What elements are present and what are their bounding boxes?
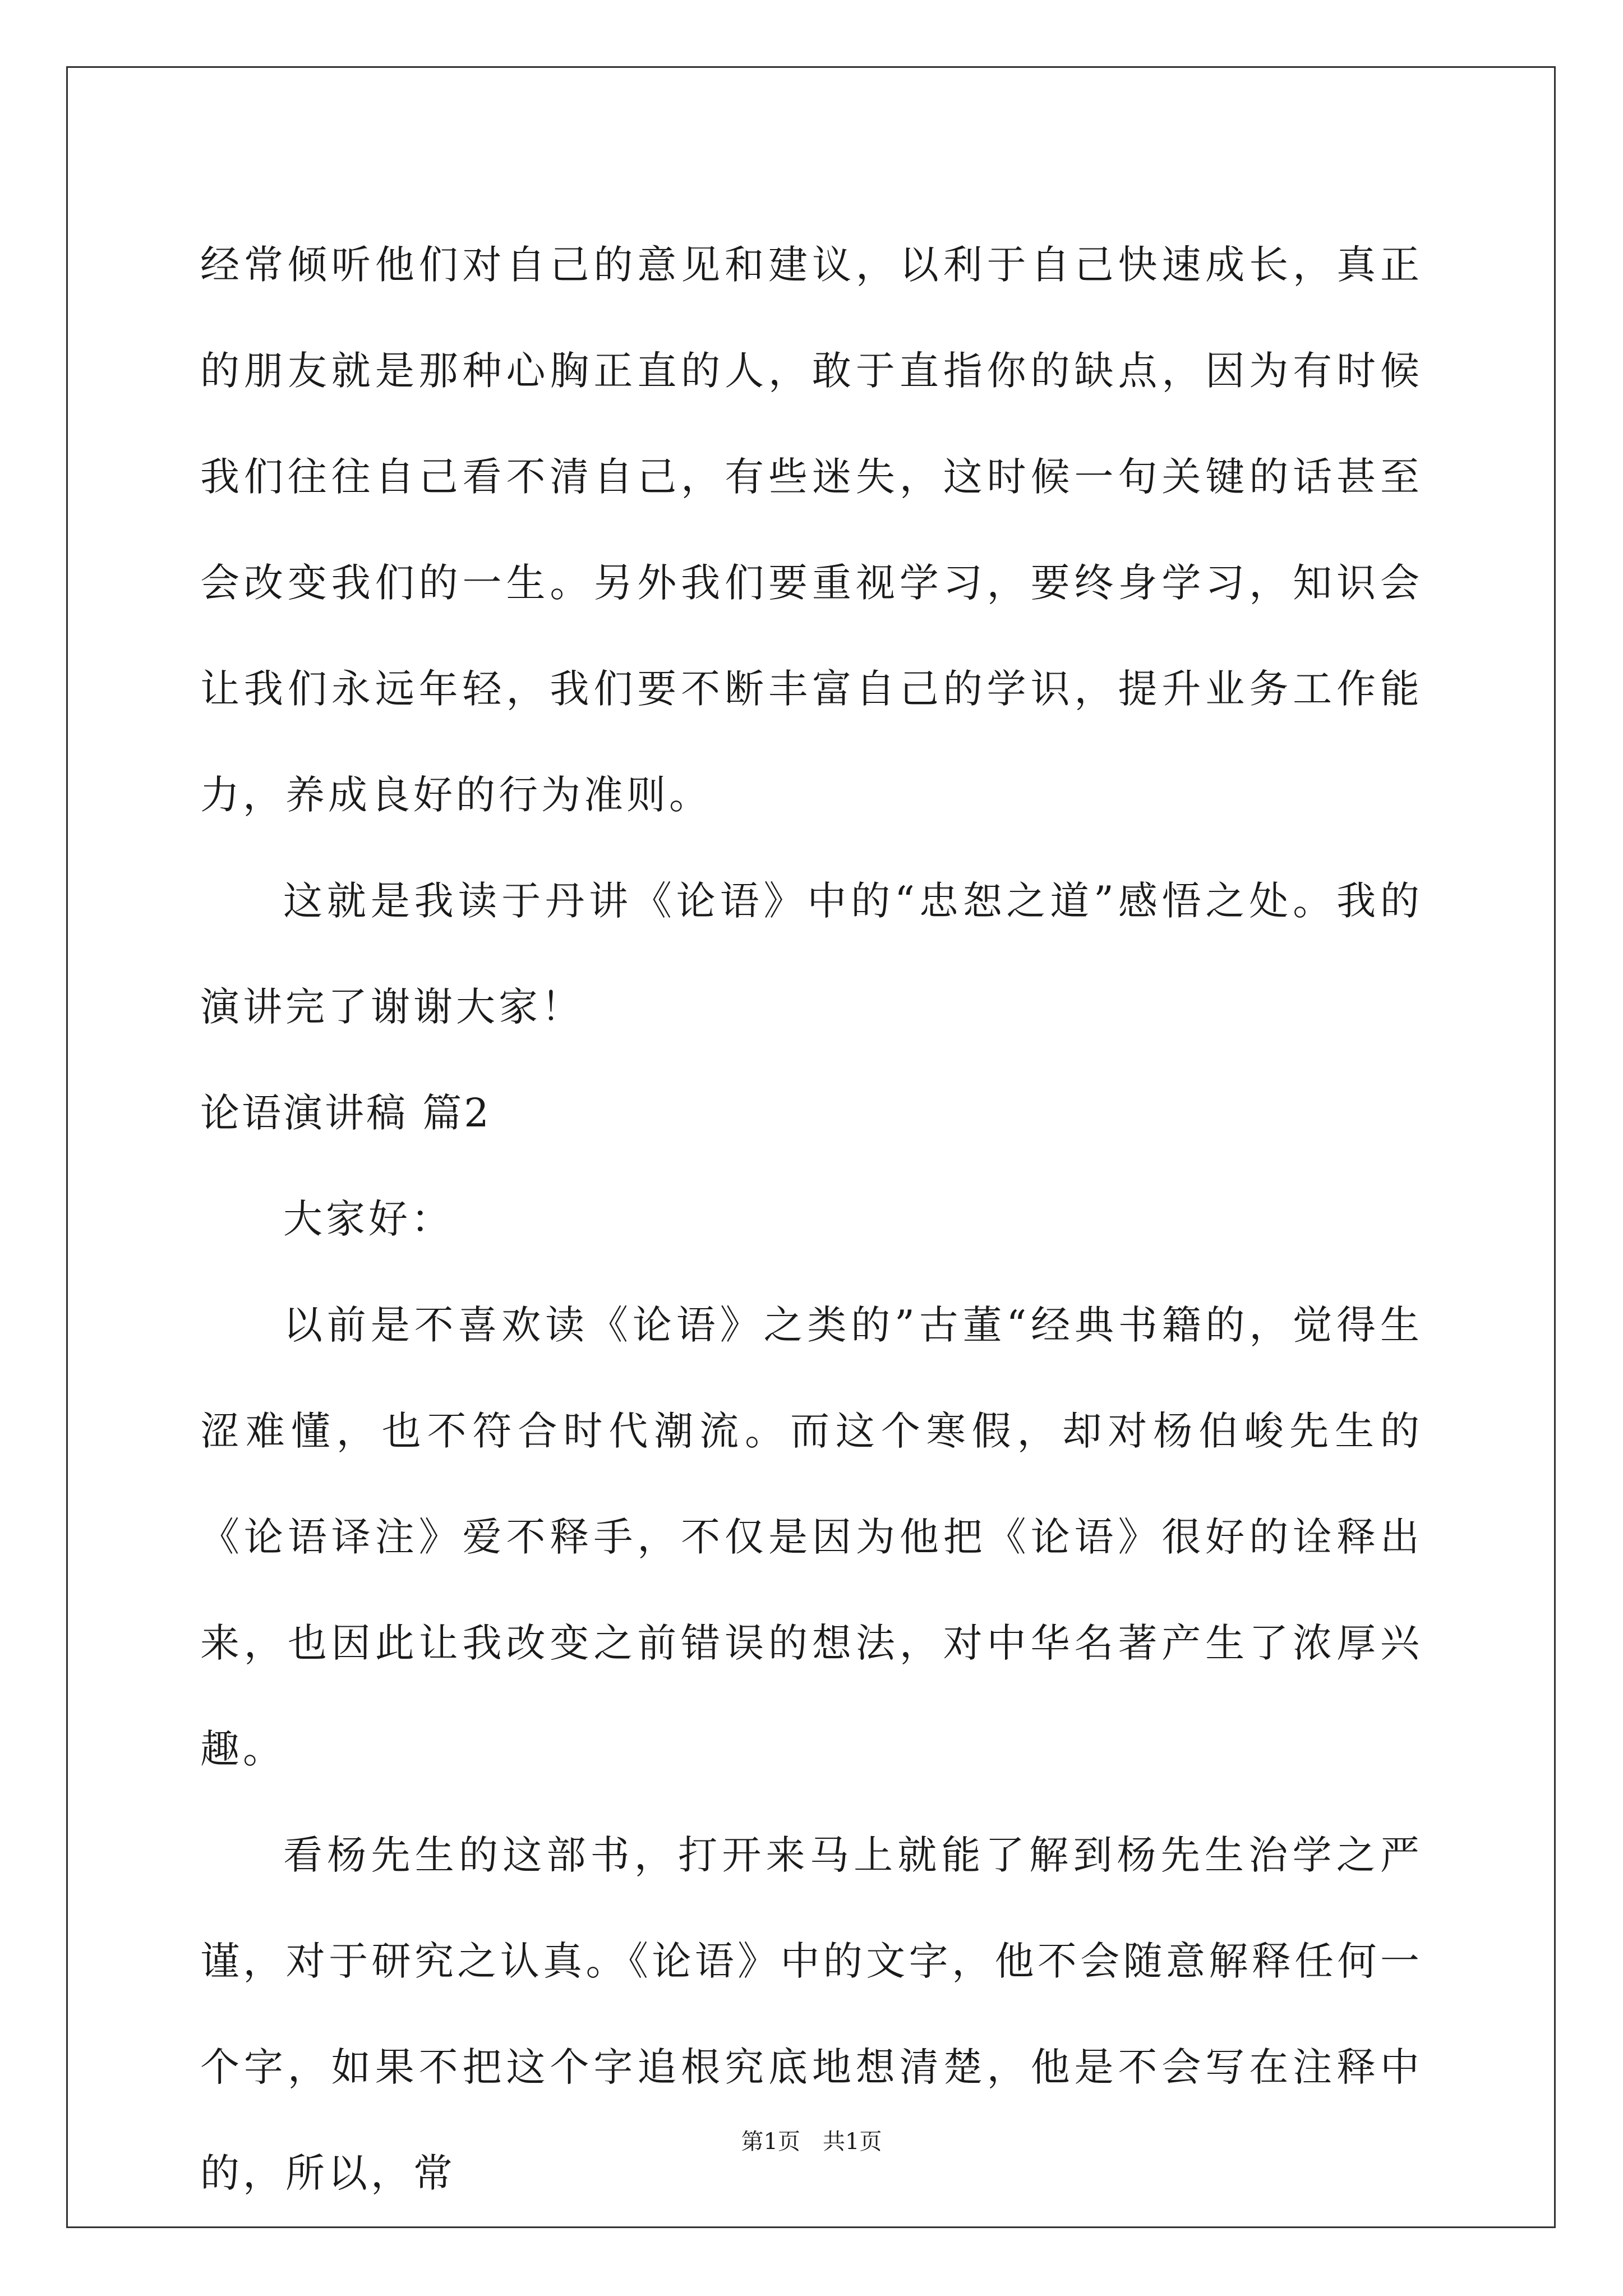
page-total: 共1页 — [823, 2129, 882, 2155]
section-heading: 论语演讲稿 篇2 — [200, 1090, 491, 1136]
paragraph-4: 看杨先生的这部书，打开来马上就能了解到杨先生治学之严谨，对于研究之认真。《论语》中的文字，他不会随意解释任何一个字，如果不把这个字追根究底地想清楚，他是不会写在注释中的，所以，常 — [200, 1832, 1423, 2196]
page-footer — [0, 2128, 1623, 2156]
paragraph-3: 以前是不喜欢读《论语》之类的”古董“经典书籍的，觉得生涩难懂，也不符合时代潮流。而这个寒假，却对杨伯峻先生的《论语译注》爱不释手，不仅是因为他把《论语》很好的诠释出来，也因此让我改变之前错误的想法，对中华名著产生了浓厚兴趣。 — [200, 1302, 1423, 1772]
document-body — [200, 212, 1423, 2226]
paragraph-1: 经常倾听他们对自己的意见和建议，以利于自己快速成长，真正的朋友就是那种心胸正直的人，敢于直指你的缺点，因为有时候我们往往自己看不清自己，有些迷失，这时候一句关键的话甚至会改变我们的一生。另外我们要重视学习，要终身学习，知识会让我们永远年轻，我们要不断丰富自己的学识，提升业务工作能力，养成良好的行为准则。 — [200, 242, 1423, 818]
paragraph-greeting: 大家好： — [283, 1196, 454, 1242]
page-number: 第1页 — [741, 2129, 800, 2155]
paragraph-2: 这就是我读于丹讲《论语》中的“忠恕之道”感悟之处。我的演讲完了谢谢大家！ — [200, 878, 1423, 1030]
